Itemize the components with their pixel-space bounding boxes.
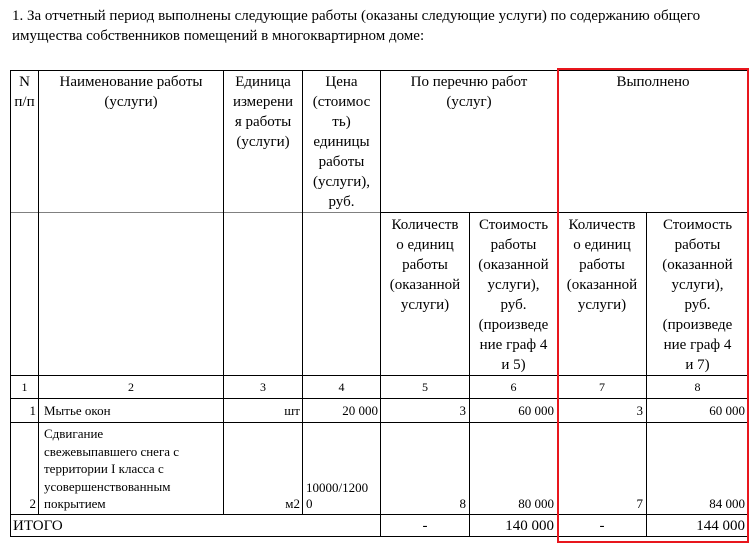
col-number: 2 <box>128 380 134 394</box>
total-qty-done: - <box>599 518 605 534</box>
col-number: 1 <box>21 380 28 394</box>
row-name: Сдвигание свежевыпавшего снега с территории I класса с усовершенствованным покрытием <box>44 426 180 511</box>
header-done: Выполнено <box>616 74 690 90</box>
row-unit: шт <box>284 403 300 418</box>
row-price: 20 000 <box>342 403 378 418</box>
row-number: 1 <box>29 403 36 418</box>
row-number: 2 <box>29 496 36 511</box>
header-price: Цена (стоимос ть) единицы работы (услуги), руб. <box>312 74 371 210</box>
col-number: 7 <box>599 380 605 394</box>
row-qty-done: 3 <box>636 403 643 418</box>
header-unit: Единица измерени я работы (услуги) <box>232 74 294 150</box>
header-plan: По перечню работ (услуг) <box>410 74 528 110</box>
col-number: 8 <box>694 380 701 394</box>
col-number: 4 <box>338 380 345 394</box>
header-name: Наименование работы (услуги) <box>59 74 203 110</box>
total-label: ИТОГО <box>13 518 63 534</box>
header-qty-done: Количеств о единиц работы (оказанной услуги) <box>566 217 638 313</box>
col-number: 6 <box>510 380 517 394</box>
col-number: 3 <box>260 380 266 394</box>
header-qty: Количеств о единиц работы (оказанной услуги) <box>389 217 461 313</box>
row-qty-done: 7 <box>636 496 643 511</box>
row-cost-done: 60 000 <box>709 403 745 418</box>
col-number: 5 <box>422 380 428 394</box>
header-cost-done: Стоимость работы (оказанной услуги), руб. (произведе ние граф 4 и 7) <box>662 217 733 373</box>
total-cost-done: 144 000 <box>696 518 745 534</box>
row-cost: 60 000 <box>518 403 554 418</box>
total-qty: - <box>422 518 428 534</box>
row-unit: м2 <box>285 496 300 511</box>
row-name: Мытье окон <box>44 403 111 418</box>
row-cost: 80 000 <box>518 496 554 511</box>
row-qty: 8 <box>459 496 466 511</box>
intro-paragraph: 1. За отчетный период выполнены следующие работы (оказаны следующие услуги) по содержанию общего имущества собственников помещений в многоквартирном доме: <box>12 8 701 44</box>
row-qty: 3 <box>459 403 466 418</box>
header-cost: Стоимость работы (оказанной услуги), руб. (произведе ние граф 4 и 5) <box>478 217 549 373</box>
row-cost-done: 84 000 <box>709 496 745 511</box>
row-price: 10000/1200 0 <box>306 480 369 511</box>
total-cost: 140 000 <box>505 518 554 534</box>
header-n: N п/п <box>14 74 35 110</box>
